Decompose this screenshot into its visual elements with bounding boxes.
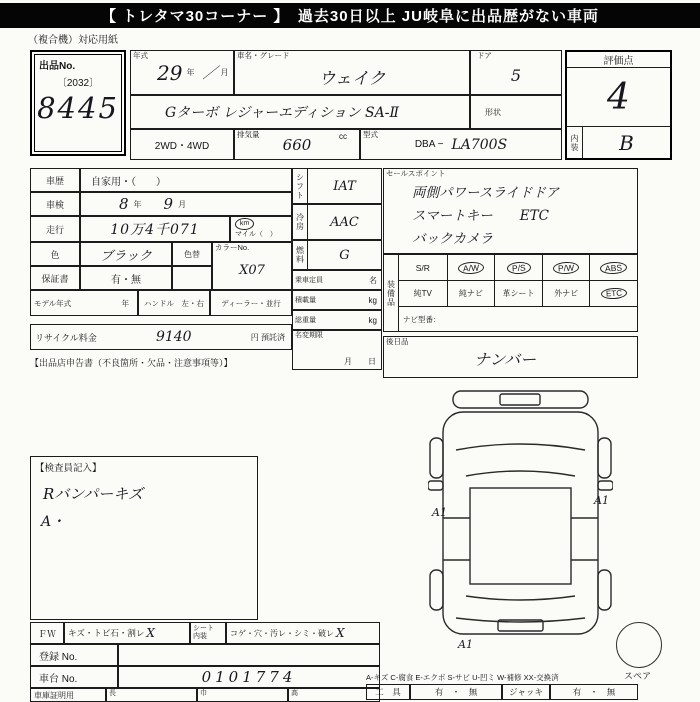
- seller-declaration-note: 【出品店申告書（不良箇所・欠品・注意事項等）】: [30, 358, 233, 368]
- shift-label: シフト: [293, 169, 308, 203]
- ac-label: 冷房: [293, 205, 308, 239]
- tools-value: 有 ・ 無: [410, 684, 502, 700]
- equipment-oem-navi: 純ナビ: [447, 281, 495, 307]
- shaken-year-unit: 年: [133, 199, 142, 209]
- car-name-label: 車名・グレード: [237, 51, 290, 60]
- load-label: 積載量: [295, 297, 316, 304]
- drive-value: 2WD・4WD: [154, 141, 210, 152]
- equipment-etc: ETC: [589, 281, 637, 307]
- sales-point-line: 両側パワースライドドア: [412, 185, 560, 201]
- grade-value: Gターボ レジャーエディション SA-Ⅱ: [165, 105, 400, 121]
- inspector-label: 【検査員記入】: [35, 463, 102, 474]
- seat-label-line1: シート: [193, 625, 214, 632]
- equipment-sr: S/R: [399, 255, 447, 281]
- color-value: ブラック: [100, 248, 152, 264]
- sales-point-line: スマートキー ETC: [412, 208, 549, 224]
- mileage-unit-mile: マイル（ ）: [235, 231, 277, 238]
- shift-value: IAT: [333, 178, 356, 194]
- recycle-fee-label: リサイクル料金: [35, 332, 97, 343]
- auction-corner-code: 〔2032〕: [56, 78, 100, 89]
- displacement-value: 660: [282, 135, 312, 154]
- tools-label: 工 具: [366, 684, 410, 700]
- interior-value: B: [619, 130, 634, 155]
- damage-annotation: A1: [432, 506, 447, 519]
- auction-number-label: 出品No.: [39, 61, 76, 72]
- mileage-label: 走行: [30, 216, 80, 242]
- score-label: 評価点: [567, 52, 670, 68]
- recycle-fee-unit: 円 預託済: [250, 332, 285, 342]
- equipment-pw: P/W: [542, 255, 590, 281]
- equipment-ps: P/S: [494, 255, 542, 281]
- auction-number-value: 8445: [37, 91, 119, 125]
- history-label: 車歴: [30, 168, 80, 192]
- rename-deadline-units: 月 日: [344, 357, 376, 366]
- chassis-no-label: 車台 No.: [30, 666, 118, 688]
- later-items-value: ナンバー: [474, 350, 537, 369]
- fw-mark: X: [146, 626, 155, 640]
- inspector-note: A・: [41, 514, 66, 530]
- door-label: ドア: [477, 51, 492, 60]
- model-code-value: LA700S: [451, 136, 508, 153]
- equipment-label: 装備品: [384, 255, 399, 331]
- jack-label: ジャッキ: [502, 684, 550, 700]
- corner-banner: 【 トレタマ30コーナー 】 過去30日以上 JU岐阜に出品歴がない車両: [0, 3, 700, 28]
- inspector-note: Rバンパーキズ: [43, 485, 143, 503]
- paper-note: （複合機）対応用紙: [28, 35, 118, 46]
- score-value: 4: [607, 76, 630, 118]
- spare-tire-label: スペア: [624, 671, 652, 681]
- equipment-aw: A/W: [447, 255, 495, 281]
- weight-label: 総重量: [295, 317, 316, 324]
- shape-label: 形状: [485, 107, 501, 117]
- shaken-label: 車検: [30, 192, 80, 216]
- color-label: 色: [30, 242, 80, 266]
- damage-annotation: A1: [458, 638, 473, 651]
- displacement-unit: cc: [339, 132, 347, 141]
- rename-deadline-label: 名変期限: [295, 332, 323, 339]
- door-value: 5: [510, 66, 522, 85]
- ac-value: AAC: [330, 214, 359, 230]
- year-value: 29: [157, 60, 183, 85]
- fuel-value: G: [339, 247, 350, 263]
- model-code-prefix: DBA −: [414, 139, 444, 150]
- equipment-aftermarket-navi: 外ナビ: [542, 281, 590, 307]
- mileage-unit-km: km: [235, 218, 255, 231]
- warranty-value: 有・無: [80, 266, 172, 290]
- navi-model-label: ナビ型番：: [403, 314, 441, 324]
- weight-unit: kg: [368, 315, 377, 325]
- month-unit: 月: [220, 68, 229, 77]
- shaken-year: 8: [119, 195, 129, 213]
- seat-mark: X: [336, 626, 345, 640]
- seat-items: コゲ・穴・汚レ・シミ・破レ: [230, 628, 334, 638]
- car-name-value: ウェイク: [318, 69, 386, 89]
- month-slash: ／: [202, 64, 218, 82]
- equipment-oem-tv: 純TV: [399, 281, 447, 307]
- load-unit: kg: [368, 295, 377, 305]
- shaken-month-unit: 月: [178, 199, 187, 209]
- garage-cert-label: 車庫証明用: [30, 688, 106, 702]
- damage-annotation: A1: [594, 494, 609, 507]
- chassis-no-value: 0101774: [201, 668, 297, 686]
- recycle-fee-value: 9140: [155, 329, 192, 345]
- mileage-value: 10万4千071: [110, 222, 200, 238]
- equipment-abs: ABS: [589, 255, 637, 281]
- sales-points-label: セールスポイント: [386, 169, 446, 178]
- garage-cell-height: 高: [288, 688, 380, 702]
- displacement-label: 排気量: [237, 130, 260, 139]
- seat-label-line2: 内装: [193, 633, 207, 640]
- fuel-label: 燃料: [293, 241, 308, 269]
- damage-legend: A-キズ C-腐食 E-エクボ S-サビ U-凹ミ W-補修 XX-交換済: [366, 673, 559, 682]
- later-items-label: 後日品: [386, 337, 409, 346]
- history-value: 自家用・（ ）: [80, 168, 292, 192]
- interior-label: 内装: [567, 127, 583, 158]
- registration-no-label: 登録 No.: [30, 644, 118, 666]
- warranty-label: 保証書: [30, 266, 80, 290]
- equipment-leather-seat: 革シート: [494, 281, 542, 307]
- fw-label: ＦＷ: [30, 622, 64, 644]
- jack-value: 有 ・ 無: [550, 684, 638, 700]
- shaken-month: 9: [163, 195, 174, 213]
- model-year-unit: 年: [121, 298, 129, 308]
- dealer-cell: ディーラー・並行: [210, 290, 292, 316]
- handle-cell: ハンドル 左・右: [138, 290, 210, 316]
- model-code-label: 型式: [363, 130, 378, 139]
- color-no-value: X07: [239, 262, 265, 278]
- garage-cell-length: 長: [106, 688, 197, 702]
- garage-cell-width: 巾: [197, 688, 288, 702]
- capacity-label: 乗車定員: [295, 277, 323, 284]
- year-unit: 年: [186, 68, 195, 77]
- capacity-unit: 名: [369, 275, 377, 285]
- sales-point-line: バックカメラ: [412, 231, 493, 247]
- fw-items: キズ・トビ石・割レ: [68, 628, 145, 638]
- model-year-label: モデル年式: [34, 298, 72, 308]
- year-label: 年式: [133, 51, 148, 60]
- color-change-label: 色替: [172, 242, 212, 266]
- color-no-label: カラーNo.: [215, 243, 250, 252]
